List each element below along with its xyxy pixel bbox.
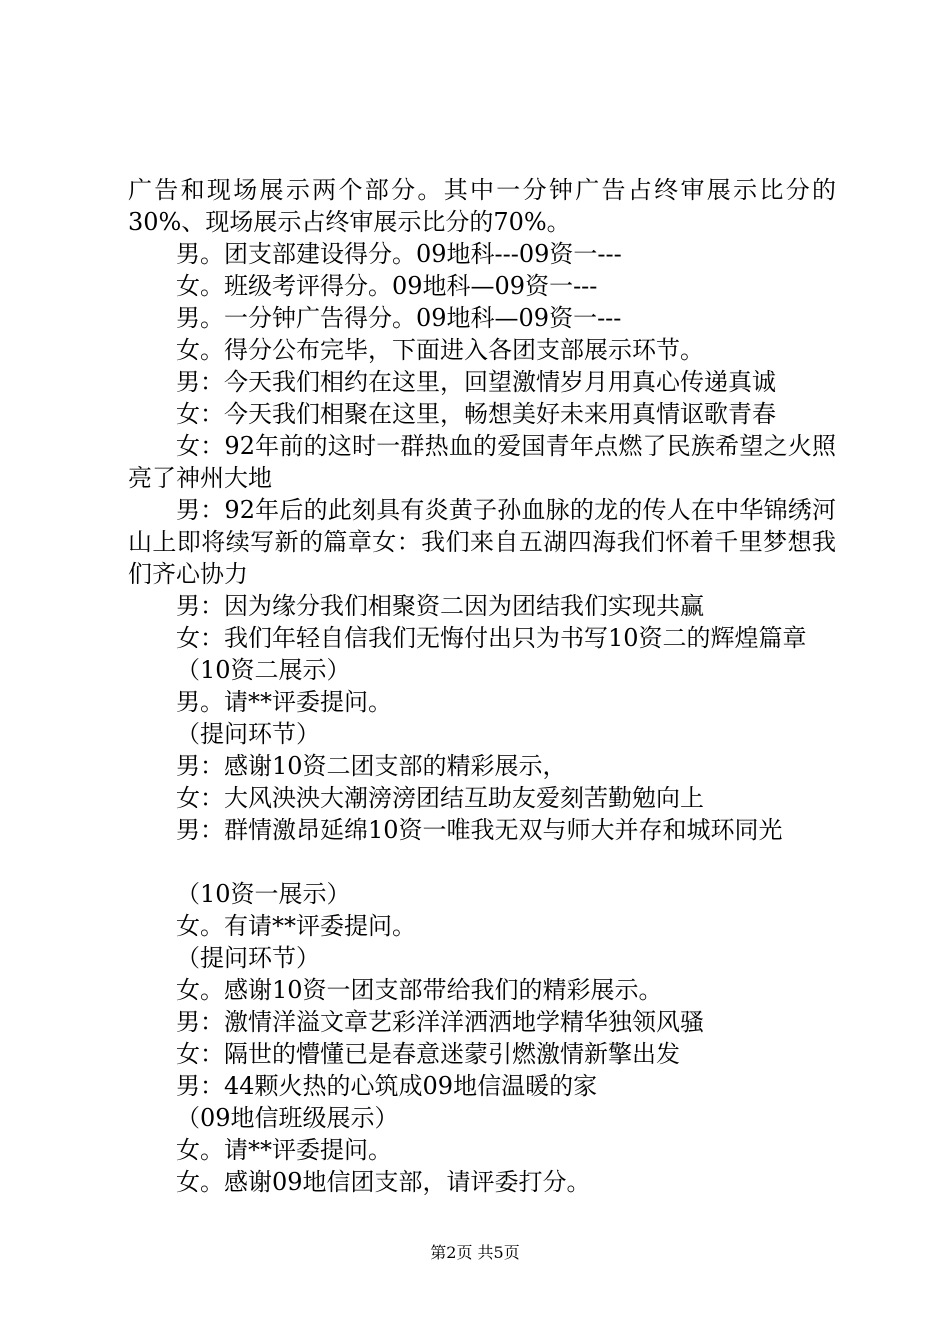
paragraph-female-line: 女：今天我们相聚在这里，畅想美好未来用真情讴歌青春: [176, 400, 776, 428]
paragraph-zi-yi-intro-2: 男：群情激昂延绵10资一唯我无双与师大并存和城环同光: [176, 816, 783, 844]
paragraph-class-score: 女。班级考评得分。09地科—09资一---: [176, 272, 598, 300]
paragraph-score-announced: 女。得分公布完毕，下面进入各团支部展示环节。: [176, 336, 704, 364]
paragraph-zi-er-show: （10资二展示）: [176, 656, 351, 684]
paragraph-ad-ratio: 广告和现场展示两个部分。其中一分钟广告占终审展示比分的30%、现场展示占终审展示比分的70%。: [128, 176, 836, 236]
blank-line: [128, 846, 836, 878]
paragraph-dixin-intro-3: 男：44颗火热的心筑成09地信温暖的家: [176, 1072, 598, 1100]
paragraph-thanks-dixin: 女。感谢09地信团支部，请评委打分。: [176, 1168, 591, 1196]
paragraph-qa-2: （提问环节）: [176, 944, 320, 972]
paragraph-judge-question-3: 女。请**评委提问。: [176, 1136, 392, 1164]
paragraph-zi-er-unity: 男：因为缘分我们相聚资二因为团结我们实现共赢: [176, 592, 704, 620]
paragraph-dixin-intro-1: 男：激情洋溢文章艺彩洋洋洒洒地学精华独领风骚: [176, 1008, 704, 1036]
paragraph-qa-1: （提问环节）: [176, 720, 320, 748]
paragraph-dixin-show: （09地信班级展示）: [176, 1104, 399, 1132]
paragraph-branch-score: 男。团支部建设得分。09地科---09资一---: [176, 240, 622, 268]
paragraph-thanks-zi-yi: 女。感谢10资一团支部带给我们的精彩展示。: [176, 976, 663, 1004]
paragraph-judge-question-2: 女。有请**评委提问。: [176, 912, 416, 940]
document-body: [128, 174, 836, 1198]
paragraph-thanks-zi-er: 男：感谢10资二团支部的精彩展示，: [176, 752, 567, 780]
paragraph-zi-er-glory: 女：我们年轻自信我们无悔付出只为书写10资二的辉煌篇章: [176, 624, 807, 652]
paragraph-dixin-intro-2: 女：隔世的懵懂已是春意迷蒙引燃激情新擎出发: [176, 1040, 680, 1068]
paragraph-ad-score: 男。一分钟广告得分。09地科—09资一---: [176, 304, 622, 332]
paragraph-judge-question-1: 男。请**评委提问。: [176, 688, 392, 716]
paragraph-zi-yi-show: （10资一展示）: [176, 880, 351, 908]
page-indicator: 第2页 共5页: [430, 1243, 520, 1262]
paragraph-male-line: 男：今天我们相约在这里，回望激情岁月用真心传递真诚: [176, 368, 776, 396]
paragraph-zi-yi-intro-1: 女：大风泱泱大潮滂滂团结互助友爱刻苦勤勉向上: [176, 784, 704, 812]
paragraph-92-years-later: 男：92年后的此刻具有炎黄子孙血脉的龙的传人在中华锦绣河山上即将续写新的篇章女：我们来自五湖四海我们怀着千里梦想我们齐心协力: [128, 496, 836, 588]
paragraph-92-years-ago: 女：92年前的这时一群热血的爱国青年点燃了民族希望之火照亮了神州大地: [128, 432, 836, 492]
